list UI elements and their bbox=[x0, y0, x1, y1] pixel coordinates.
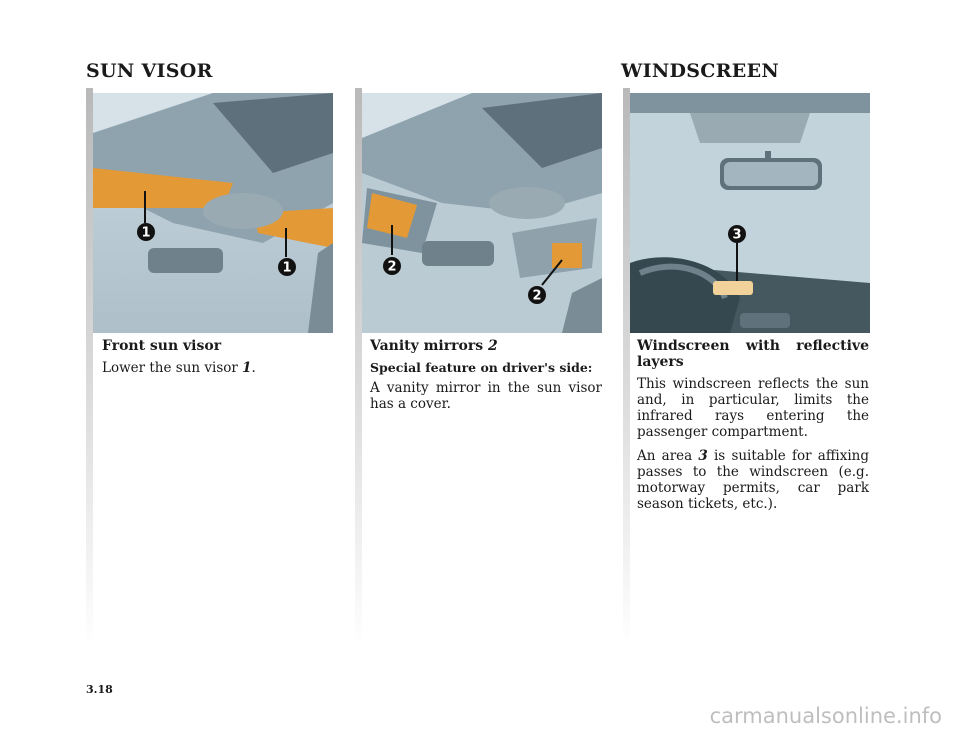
paragraph-vanity-mirror-cover: A vanity mirror in the sun visor has a cover. bbox=[370, 380, 602, 412]
sun-visor-illustration bbox=[93, 93, 333, 333]
column-vanity-mirror-text bbox=[370, 337, 602, 420]
svg-text:1: 1 bbox=[141, 225, 151, 241]
svg-text:2: 2 bbox=[387, 259, 397, 275]
paragraph-area-passes: An area 3 is suitable for affixing passes to the windscreen (e.g. motorway permits, car park season tickets, etc.). bbox=[637, 448, 869, 512]
windscreen-illustration bbox=[630, 93, 870, 333]
heading-vanity-mirrors: Vanity mirrors 2 bbox=[370, 338, 498, 354]
watermark: carmanualsonline.info bbox=[709, 704, 942, 728]
callout-2-a bbox=[382, 256, 402, 276]
section-title-windscreen: WINDSCREEN bbox=[621, 60, 780, 82]
heading-windscreen-layers: Windscreen with reflective layers bbox=[637, 338, 869, 370]
paragraph-windscreen-reflects: This windscreen reflects the sun and, in particular, limits the infrared rays entering the passenger compartment. bbox=[637, 376, 869, 440]
svg-text:1: 1 bbox=[282, 260, 292, 276]
callout-3 bbox=[727, 224, 747, 244]
column-bar-1 bbox=[86, 88, 93, 648]
column-bar-3 bbox=[623, 88, 630, 648]
column-sun-visor-text bbox=[102, 337, 334, 384]
column-bar-2 bbox=[355, 88, 362, 648]
svg-text:2: 2 bbox=[532, 288, 542, 304]
svg-text:3: 3 bbox=[732, 227, 742, 243]
callout-1-b bbox=[277, 257, 297, 277]
subheading-driver-side: Special feature on driver's side: bbox=[370, 360, 593, 375]
vanity-mirror-illustration bbox=[362, 93, 602, 333]
section-title-sun-visor: SUN VISOR bbox=[86, 60, 213, 82]
heading-front-sun-visor: Front sun visor bbox=[102, 338, 222, 354]
page-number: 3.18 bbox=[86, 683, 113, 696]
callout-1-a bbox=[136, 222, 156, 242]
callout-2-b bbox=[527, 285, 547, 305]
paragraph-lower-visor: Lower the sun visor 1. bbox=[102, 360, 256, 376]
column-windscreen-text bbox=[637, 337, 869, 520]
